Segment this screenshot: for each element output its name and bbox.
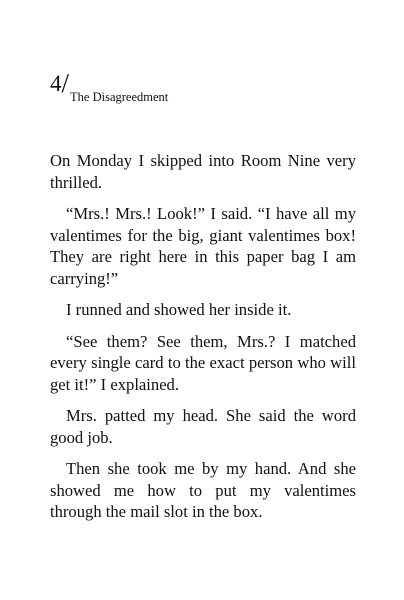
paragraph: Mrs. patted my head. She said the word good job.	[50, 406, 356, 447]
chapter-heading	[50, 68, 169, 104]
paragraph: “See them? See them, Mrs.? I matched every single card to the exact person who will get it!” I explained.	[50, 331, 356, 394]
paragraph: Then she took me by my hand. And she showed me how to put my valentimes through the mail slot in the box.	[50, 459, 356, 521]
paragraph: On Monday I skipped into Room Nine very thrilled.	[50, 151, 356, 192]
chapter-number: 4	[50, 71, 62, 96]
chapter-slash: /	[61, 68, 70, 98]
chapter-title: The Disagreedment	[70, 90, 169, 104]
paragraph: I runned and showed her inside it.	[66, 300, 292, 319]
paragraph: “Mrs.! Mrs.! Look!” I said. “I have all my valentimes for the big, giant valentimes box! They are right here in this paper bag I am carrying!”	[50, 204, 356, 288]
chapter-body	[50, 150, 356, 533]
